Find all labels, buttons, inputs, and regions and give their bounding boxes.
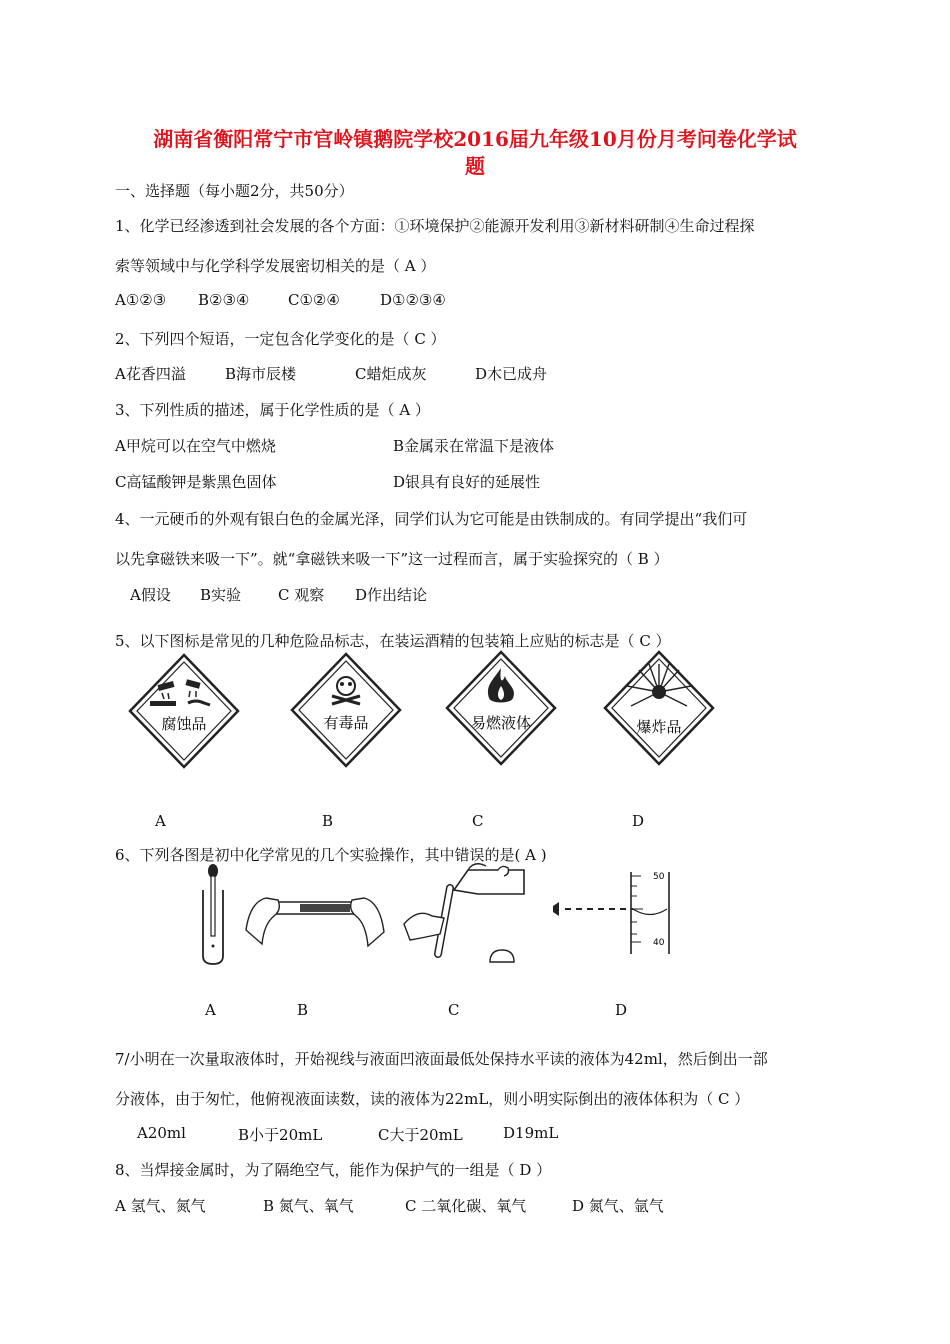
q6-stem: 6、下列各图是初中化学常见的几个实验操作，其中错误的是( A ) bbox=[115, 846, 547, 864]
q1-stem-line-1: 1、化学已经渗透到社会发展的各个方面：①环境保护②能源开发利用③新材料研制④生命过程探 bbox=[115, 217, 755, 235]
q8-stem: 8、当焊接金属时，为了隔绝空气，能作为保护气的一组是（ D ） bbox=[115, 1161, 552, 1179]
q1-option-c: C①②④ bbox=[288, 291, 340, 309]
q1-option-d: D①②③④ bbox=[380, 291, 446, 309]
q7-stem-line-1: 7/小明在一次量取液体时，开始视线与液面凹液面最低处保持水平读的液体为42ml，然后倒出一部 bbox=[115, 1050, 768, 1068]
explosive-sign-icon bbox=[603, 650, 715, 766]
q5-label-a: A bbox=[155, 812, 166, 830]
q2-option-d: D木已成舟 bbox=[475, 365, 548, 383]
q2-option-b: B海市辰楼 bbox=[225, 365, 297, 383]
q4-option-d: D作出结论 bbox=[355, 586, 428, 604]
cylinder-mark-40: 40 bbox=[653, 938, 665, 948]
reading-cylinder-icon bbox=[545, 868, 675, 958]
toxic-sign-label: 有毒品 bbox=[323, 714, 369, 732]
q8-option-c: C 二氧化碳、氧气 bbox=[405, 1197, 527, 1215]
q6-label-a: A bbox=[205, 1001, 216, 1019]
title-line-2: 题 bbox=[465, 154, 485, 178]
explosive-sign-label: 爆炸品 bbox=[636, 718, 682, 736]
corrosive-sign-icon bbox=[128, 653, 240, 769]
q2-option-a: A花香四溢 bbox=[115, 365, 186, 383]
q2-stem: 2、下列四个短语，一定包含化学变化的是（ C ） bbox=[115, 330, 446, 348]
q5-label-d: D bbox=[632, 812, 645, 830]
q8-option-b: B 氮气、氧气 bbox=[263, 1197, 354, 1215]
section-heading: 一、选择题（每小题2分，共50分） bbox=[115, 182, 354, 200]
q4-option-b: B实验 bbox=[200, 586, 242, 604]
q4-option-a: A假设 bbox=[130, 586, 171, 604]
q4-stem-line-1: 4、一元硬币的外观有银白色的金属光泽，同学们认为它可能是由铁制成的。有同学提出“我们可 bbox=[115, 510, 748, 528]
q1-stem-line-2: 索等领域中与化学科学发展密切相关的是（ A ） bbox=[115, 257, 436, 275]
flammable-liquid-sign-label: 易燃液体 bbox=[470, 714, 532, 732]
q4-option-c: C 观察 bbox=[278, 586, 325, 604]
q7-option-b: B小于20mL bbox=[238, 1126, 323, 1144]
q2-option-c: C蜡炬成灰 bbox=[355, 365, 427, 383]
q6-label-d: D bbox=[615, 1001, 628, 1019]
hands-holding-tube-icon bbox=[240, 880, 390, 960]
q5-label-b: B bbox=[322, 812, 334, 830]
corrosive-sign-label: 腐蚀品 bbox=[161, 715, 207, 733]
q3-option-c: C高锰酸钾是紫黑色固体 bbox=[115, 473, 277, 491]
q1-option-b: B②③④ bbox=[198, 291, 250, 309]
q8-option-d: D 氮气、氩气 bbox=[572, 1197, 664, 1215]
q3-option-b: B金属汞在常温下是液体 bbox=[393, 437, 555, 455]
q3-option-a: A甲烷可以在空气中燃烧 bbox=[115, 437, 276, 455]
q7-stem-line-2: 分液体，由于匆忙，他俯视液面读数，读的液体为22mL，则小明实际倒出的液体体积为（ C ） bbox=[115, 1090, 750, 1108]
q4-stem-line-2: 以先拿磁铁来吸一下”。就“拿磁铁来吸一下”这一过程而言，属于实验探究的（ B ） bbox=[115, 550, 669, 568]
q6-label-c: C bbox=[448, 1001, 460, 1019]
q1-option-a: A①②③ bbox=[115, 291, 167, 309]
q3-option-d: D银具有良好的延展性 bbox=[393, 473, 541, 491]
q6-label-b: B bbox=[297, 1001, 309, 1019]
q3-stem: 3、下列性质的描述，属于化学性质的是（ A ） bbox=[115, 401, 430, 419]
toxic-sign-icon bbox=[290, 652, 402, 768]
q5-stem: 5、以下图标是常见的几种危险品标志，在装运酒精的包装箱上应贴的标志是（ C ） bbox=[115, 632, 671, 650]
pouring-reagent-icon bbox=[398, 858, 533, 970]
q7-option-a: A20ml bbox=[137, 1124, 186, 1142]
q5-label-c: C bbox=[472, 812, 484, 830]
q8-option-a: A 氢气、氮气 bbox=[115, 1197, 206, 1215]
cylinder-mark-50: 50 bbox=[653, 872, 665, 882]
flammable-liquid-sign-icon bbox=[445, 650, 557, 766]
dropper-in-tube-icon bbox=[195, 862, 231, 966]
q7-option-d: D19mL bbox=[503, 1124, 559, 1142]
q7-option-c: C大于20mL bbox=[378, 1126, 463, 1144]
title-line-1: 湖南省衡阳常宁市官岭镇鹅院学校2016届九年级10月份月考问卷化学试 bbox=[153, 127, 797, 151]
